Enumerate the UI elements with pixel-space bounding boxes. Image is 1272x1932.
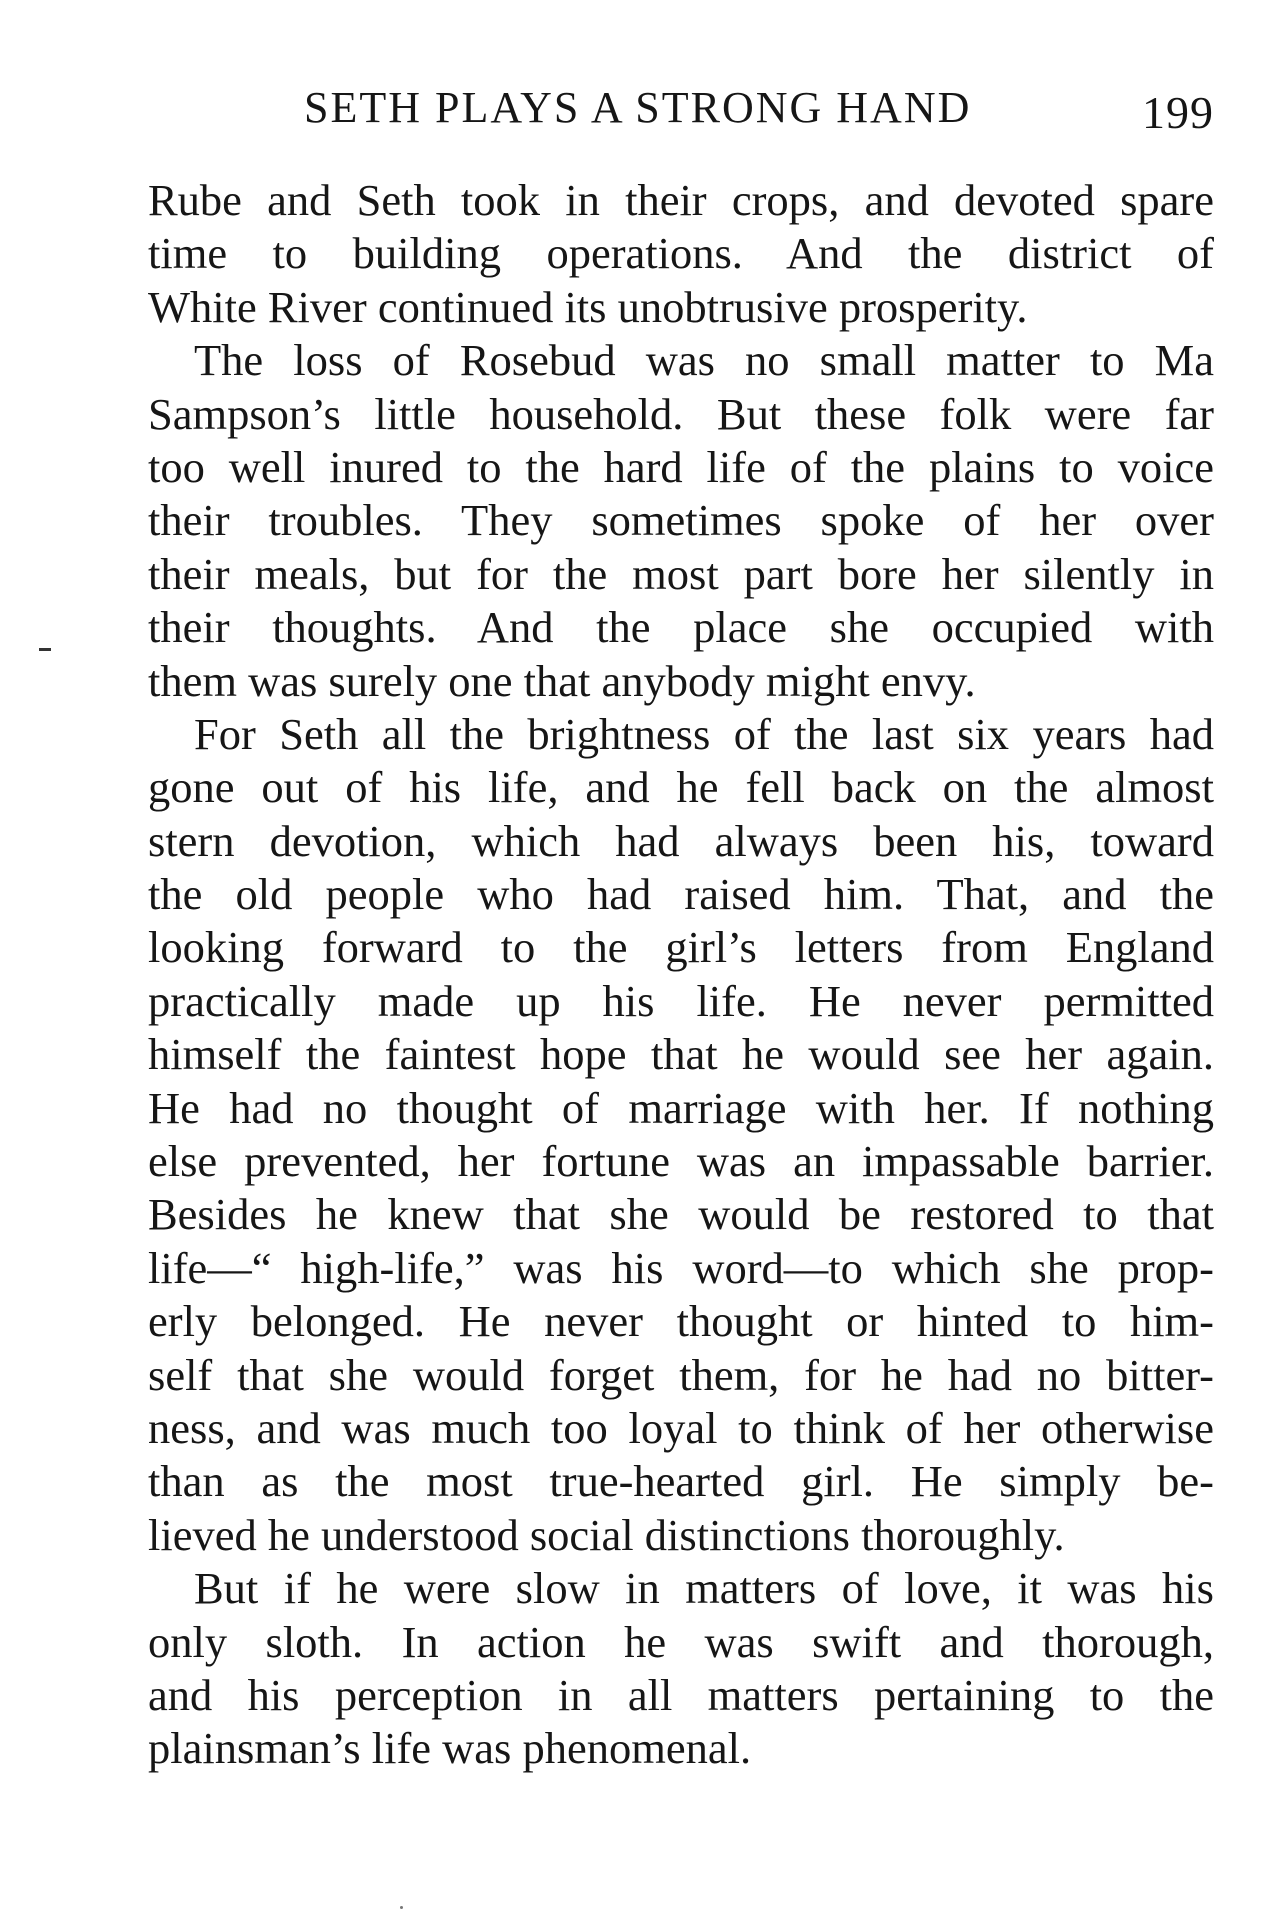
text-line: gone out of his life, and he fell back on the almost bbox=[148, 762, 1214, 813]
text-line: Sampson’s little household. But these folk were far bbox=[148, 388, 1214, 439]
print-speck bbox=[400, 1906, 403, 1909]
text-line: than as the most true-hearted girl. He simply be- bbox=[148, 1456, 1214, 1507]
text-line: Rube and Seth took in their crops, and devoted spare bbox=[148, 175, 1214, 225]
text-line: Besides he knew that she would be restored to that bbox=[148, 1189, 1214, 1240]
paragraph-3 bbox=[148, 708, 1214, 1562]
text-line: self that she would forget them, for he had no bitter- bbox=[148, 1349, 1214, 1400]
text-line: He had no thought of marriage with her. If nothing bbox=[148, 1082, 1214, 1133]
text-line: lieved he understood social distinctions thoroughly. bbox=[148, 1509, 1065, 1560]
page-number: 199 bbox=[1142, 87, 1214, 138]
paragraph-1 bbox=[148, 174, 1214, 334]
text-line: himself the faintest hope that he would see her again. bbox=[148, 1029, 1214, 1080]
paragraph-4 bbox=[148, 1562, 1214, 1776]
text-line: stern devotion, which had always been his, toward bbox=[148, 815, 1214, 866]
text-line: For Seth all the brightness of the last six years had bbox=[194, 708, 1214, 759]
margin-mark bbox=[39, 648, 51, 651]
text-line: and his perception in all matters pertaining to the bbox=[148, 1669, 1214, 1720]
text-line: time to building operations. And the district of bbox=[148, 228, 1214, 279]
running-head bbox=[148, 80, 1214, 136]
text-line: life—“ high-life,” was his word—to which she prop- bbox=[148, 1242, 1214, 1293]
text-line: The loss of Rosebud was no small matter to Ma bbox=[194, 335, 1214, 386]
text-line: too well inured to the hard life of the plains to voice bbox=[148, 441, 1214, 492]
paragraph-2 bbox=[148, 334, 1214, 708]
text-line: their thoughts. And the place she occupied with bbox=[148, 602, 1214, 653]
text-line: their meals, but for the most part bore her silently in bbox=[148, 548, 1214, 599]
text-line: practically made up his life. He never permitted bbox=[148, 975, 1214, 1026]
body-text bbox=[148, 174, 1214, 1776]
text-line: else prevented, her fortune was an impassable barrier. bbox=[148, 1136, 1214, 1187]
text-line: erly belonged. He never thought or hinted to him- bbox=[148, 1296, 1214, 1347]
text-line: them was surely one that anybody might envy. bbox=[148, 655, 976, 706]
text-line: ness, and was much too loyal to think of her otherwise bbox=[148, 1402, 1214, 1453]
text-line: their troubles. They sometimes spoke of her over bbox=[148, 495, 1214, 546]
text-line: the old people who had raised him. That, and the bbox=[148, 869, 1214, 920]
text-line: looking forward to the girl’s letters from England bbox=[148, 922, 1214, 973]
text-line: White River continued its unobtrusive prosperity. bbox=[148, 281, 1028, 332]
text-line: But if he were slow in matters of love, it was his bbox=[194, 1563, 1214, 1614]
text-line: only sloth. In action he was swift and thorough, bbox=[148, 1616, 1214, 1667]
text-line: plainsman’s life was phenomenal. bbox=[148, 1723, 752, 1774]
running-title: SETH PLAYS A STRONG HAND bbox=[304, 83, 972, 132]
